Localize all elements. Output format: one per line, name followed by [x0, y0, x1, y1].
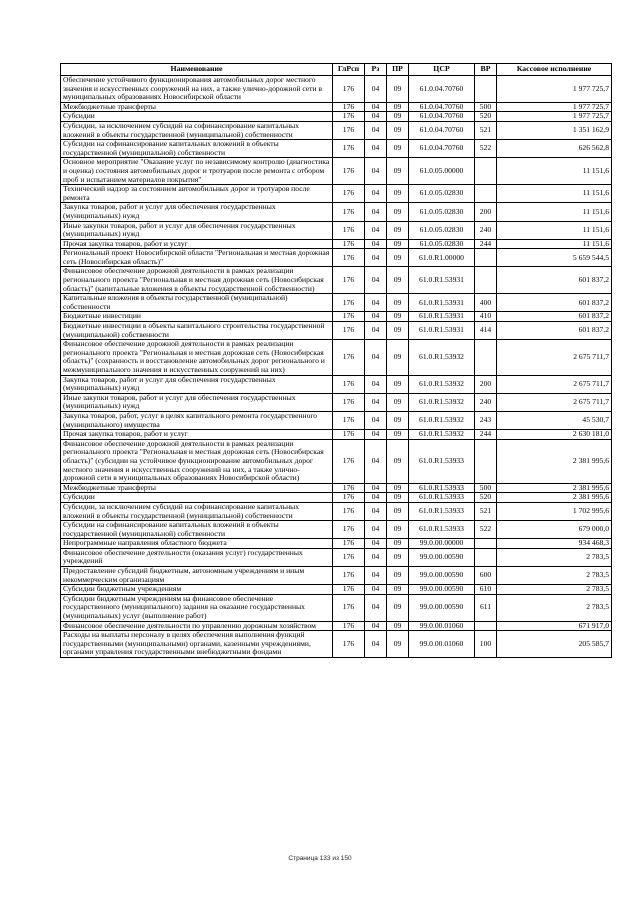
cell-csr: 61.0.R1.53931 [409, 322, 475, 340]
cell-vr [475, 340, 497, 375]
cell-pr: 09 [387, 585, 409, 595]
cell-pr: 09 [387, 239, 409, 249]
cell-rz: 04 [365, 493, 387, 503]
table-row [61, 185, 612, 203]
cell-glrsp: 176 [333, 322, 365, 340]
cell-rz: 04 [365, 322, 387, 340]
cell-vr [475, 439, 497, 483]
cell-name: Технический надзор за состоянием автомобильных дорог и тротуаров после ремонта [61, 185, 333, 203]
cell-rz: 04 [365, 249, 387, 267]
cell-amount: 2 381 995,6 [497, 483, 612, 493]
cell-name: Бюджетные инвестиции [61, 312, 333, 322]
table-row [61, 567, 612, 585]
cell-pr: 09 [387, 185, 409, 203]
cell-amount: 205 585,7 [497, 631, 612, 658]
cell-vr [475, 621, 497, 631]
cell-csr: 99.0.00.00000 [409, 539, 475, 549]
table-row [61, 594, 612, 621]
cell-glrsp: 176 [333, 221, 365, 239]
cell-vr [475, 76, 497, 103]
cell-glrsp: 176 [333, 203, 365, 221]
cell-glrsp: 176 [333, 375, 365, 393]
cell-csr: 99.0.00.00590 [409, 567, 475, 585]
cell-rz: 04 [365, 76, 387, 103]
cell-pr: 09 [387, 393, 409, 411]
table-row [61, 483, 612, 493]
cell-glrsp: 176 [333, 594, 365, 621]
header-glrsp: ГлРсп [333, 64, 365, 76]
cell-pr: 09 [387, 521, 409, 539]
table-row [61, 631, 612, 658]
cell-name: Региональный проект Новосибирской области "Региональная и местная дорожная сеть (Новосибирская область)" [61, 249, 333, 267]
header-name: Наименование [61, 64, 333, 76]
table-row [61, 203, 612, 221]
cell-csr: 61.0.R1.53932 [409, 411, 475, 429]
cell-csr: 61.0.04.70760 [409, 76, 475, 103]
cell-rz: 04 [365, 112, 387, 122]
cell-glrsp: 176 [333, 185, 365, 203]
cell-vr: 500 [475, 102, 497, 112]
cell-csr: 61.0.05.02830 [409, 185, 475, 203]
table-row [61, 411, 612, 429]
cell-vr: 521 [475, 502, 497, 520]
cell-vr [475, 185, 497, 203]
cell-rz: 04 [365, 621, 387, 631]
cell-glrsp: 176 [333, 249, 365, 267]
cell-csr: 61.0.R1.53932 [409, 375, 475, 393]
cell-amount: 11 151,6 [497, 158, 612, 185]
table-row [61, 239, 612, 249]
cell-amount: 2 783,5 [497, 567, 612, 585]
cell-name: Основное мероприятие "Оказание услуг по независимому контролю (диагностика и оценка) состояния автомобильных дорог и тротуаров после ремонта с отбором проб и испытанием материалов покрытия" [61, 158, 333, 185]
cell-csr: 61.0.04.70760 [409, 112, 475, 122]
cell-pr: 09 [387, 621, 409, 631]
cell-amount: 2 675 711,7 [497, 393, 612, 411]
table-row [61, 322, 612, 340]
cell-glrsp: 176 [333, 539, 365, 549]
cell-rz: 04 [365, 631, 387, 658]
cell-rz: 04 [365, 548, 387, 566]
cell-rz: 04 [365, 502, 387, 520]
cell-rz: 04 [365, 430, 387, 440]
cell-csr: 99.0.00.00590 [409, 585, 475, 595]
cell-name: Закупка товаров, работ и услуг для обеспечения государственных (муниципальных) нужд [61, 203, 333, 221]
cell-rz: 04 [365, 239, 387, 249]
cell-amount: 11 151,6 [497, 239, 612, 249]
table-row [61, 267, 612, 294]
table-row [61, 340, 612, 375]
cell-amount: 11 151,6 [497, 185, 612, 203]
cell-csr: 61.0.R1.53933 [409, 502, 475, 520]
cell-pr: 09 [387, 140, 409, 158]
cell-vr [475, 267, 497, 294]
cell-name: Иные закупки товаров, работ и услуг для обеспечения государственных (муниципальных) нужд [61, 221, 333, 239]
table-row [61, 585, 612, 595]
cell-pr: 09 [387, 493, 409, 503]
cell-vr: 521 [475, 121, 497, 139]
table-body [61, 76, 612, 658]
cell-vr: 244 [475, 430, 497, 440]
cell-name: Субсидии бюджетным учреждениям на финансовое обеспечение государственного (муниципального) задания на оказание государственных (муниципальных) услуг (выполнение работ) [61, 594, 333, 621]
cell-pr: 09 [387, 430, 409, 440]
cell-csr: 99.0.00.01060 [409, 621, 475, 631]
cell-glrsp: 176 [333, 439, 365, 483]
cell-vr: 244 [475, 239, 497, 249]
cell-pr: 09 [387, 439, 409, 483]
cell-rz: 04 [365, 267, 387, 294]
cell-rz: 04 [365, 102, 387, 112]
cell-amount: 601 837,2 [497, 322, 612, 340]
cell-glrsp: 176 [333, 76, 365, 103]
cell-name: Прочая закупка товаров, работ и услуг [61, 239, 333, 249]
cell-csr: 61.0.R1.53932 [409, 393, 475, 411]
cell-rz: 04 [365, 567, 387, 585]
cell-vr: 522 [475, 140, 497, 158]
cell-rz: 04 [365, 340, 387, 375]
cell-glrsp: 176 [333, 112, 365, 122]
cell-amount: 1 977 725,7 [497, 112, 612, 122]
cell-csr: 99.0.00.01060 [409, 631, 475, 658]
cell-rz: 04 [365, 140, 387, 158]
cell-amount: 2 381 995,6 [497, 493, 612, 503]
cell-glrsp: 176 [333, 430, 365, 440]
cell-name: Субсидии, за исключением субсидий на софинансирование капитальных вложений в объекты государственной (муниципальной) собственности [61, 502, 333, 520]
table-row [61, 112, 612, 122]
cell-vr: 600 [475, 567, 497, 585]
cell-vr: 240 [475, 221, 497, 239]
cell-pr: 09 [387, 631, 409, 658]
cell-csr: 99.0.00.00590 [409, 594, 475, 621]
cell-name: Субсидии, за исключением субсидий на софинансирование капитальных вложений в объекты государственной (муниципальной) собственности [61, 121, 333, 139]
cell-name: Финансовое обеспечение дорожной деятельности в рамках реализации регионального проекта "Региональная и местная дорожная сеть (Новосибирская область)" (капитальные вложения в объекты государственной собственности) [61, 267, 333, 294]
cell-csr: 99.0.00.00590 [409, 548, 475, 566]
cell-amount: 601 837,2 [497, 267, 612, 294]
cell-name: Межбюджетные трансферты [61, 102, 333, 112]
cell-pr: 09 [387, 322, 409, 340]
cell-vr [475, 548, 497, 566]
table-header-row [61, 64, 612, 76]
cell-amount: 2 675 711,7 [497, 340, 612, 375]
cell-vr [475, 158, 497, 185]
cell-amount: 1 702 995,6 [497, 502, 612, 520]
table-row [61, 294, 612, 312]
cell-csr: 61.0.04.70760 [409, 140, 475, 158]
cell-pr: 09 [387, 340, 409, 375]
cell-amount: 626 562,8 [497, 140, 612, 158]
cell-pr: 09 [387, 567, 409, 585]
header-rz: Рз [365, 64, 387, 76]
cell-csr: 61.0.05.00000 [409, 158, 475, 185]
cell-amount: 2 783,5 [497, 585, 612, 595]
cell-vr: 414 [475, 322, 497, 340]
cell-name: Закупка товаров, работ, услуг в целях капитального ремонта государственного (муниципального) имущества [61, 411, 333, 429]
cell-vr: 200 [475, 203, 497, 221]
table-row [61, 375, 612, 393]
cell-glrsp: 176 [333, 158, 365, 185]
cell-vr: 240 [475, 393, 497, 411]
table-row [61, 312, 612, 322]
cell-csr: 61.0.05.02830 [409, 203, 475, 221]
cell-rz: 04 [365, 411, 387, 429]
header-pr: ПР [387, 64, 409, 76]
cell-glrsp: 176 [333, 140, 365, 158]
cell-vr [475, 249, 497, 267]
cell-name: Прочая закупка товаров, работ и услуг [61, 430, 333, 440]
table-row [61, 493, 612, 503]
cell-pr: 09 [387, 312, 409, 322]
cell-rz: 04 [365, 185, 387, 203]
cell-glrsp: 176 [333, 502, 365, 520]
table-row [61, 439, 612, 483]
cell-amount: 1 977 725,7 [497, 102, 612, 112]
cell-csr: 61.0.R1.53933 [409, 521, 475, 539]
cell-amount: 2 381 995,6 [497, 439, 612, 483]
cell-vr: 410 [475, 312, 497, 322]
page-number: Страница 133 из 150 [288, 855, 352, 862]
cell-pr: 09 [387, 375, 409, 393]
cell-name: Расходы на выплаты персоналу в целях обеспечения выполнения функций государственными (муниципальными) органами, казенными учреждениями, органами управления государственными внебюджетными фондами [61, 631, 333, 658]
cell-pr: 09 [387, 294, 409, 312]
table-row [61, 249, 612, 267]
cell-pr: 09 [387, 76, 409, 103]
cell-vr: 400 [475, 294, 497, 312]
cell-rz: 04 [365, 585, 387, 595]
cell-name: Финансовое обеспечение дорожной деятельности в рамках реализации регионального проекта "Региональная и местная дорожная сеть (Новосибирская область)" (субсидии на устойчивое функционирование автомобильных дорог местного значения и искусственных сооружений на них, а также улично-дорожной сети в муниципальных образованиях Новосибирской области) [61, 439, 333, 483]
cell-amount: 2 783,5 [497, 594, 612, 621]
cell-amount: 601 837,2 [497, 312, 612, 322]
cell-csr: 61.0.04.70760 [409, 121, 475, 139]
table-row [61, 221, 612, 239]
cell-vr: 520 [475, 112, 497, 122]
cell-rz: 04 [365, 393, 387, 411]
cell-csr: 61.0.R1.53932 [409, 430, 475, 440]
cell-rz: 04 [365, 483, 387, 493]
cell-name: Финансовое обеспечение деятельности по управлению дорожным хозяйством [61, 621, 333, 631]
cell-glrsp: 176 [333, 312, 365, 322]
header-vr: ВР [475, 64, 497, 76]
cell-csr: 61.0.05.02830 [409, 239, 475, 249]
cell-name: Закупка товаров, работ и услуг для обеспечения государственных (муниципальных) нужд [61, 375, 333, 393]
table-row [61, 76, 612, 103]
cell-glrsp: 176 [333, 548, 365, 566]
cell-pr: 09 [387, 121, 409, 139]
table-row [61, 521, 612, 539]
cell-glrsp: 176 [333, 411, 365, 429]
cell-glrsp: 176 [333, 340, 365, 375]
cell-vr: 520 [475, 493, 497, 503]
header-csr: ЦСР [409, 64, 475, 76]
cell-name: Финансовое обеспечение деятельности (оказания услуг) государственных учреждений [61, 548, 333, 566]
cell-glrsp: 176 [333, 493, 365, 503]
cell-rz: 04 [365, 439, 387, 483]
cell-pr: 09 [387, 267, 409, 294]
cell-glrsp: 176 [333, 483, 365, 493]
cell-vr: 611 [475, 594, 497, 621]
table-row [61, 430, 612, 440]
cell-pr: 09 [387, 594, 409, 621]
cell-rz: 04 [365, 312, 387, 322]
cell-csr: 61.0.R1.53931 [409, 294, 475, 312]
cell-name: Финансовое обеспечение дорожной деятельности в рамках реализации регионального проекта "Региональная и местная дорожная сеть (Новосибирская область)" (сохранность и восстановление автомобильных дорог регионального и межмуниципального значения и искусственных сооружений на них) [61, 340, 333, 375]
cell-glrsp: 176 [333, 294, 365, 312]
cell-csr: 61.0.05.02830 [409, 221, 475, 239]
cell-glrsp: 176 [333, 621, 365, 631]
cell-amount: 601 837,2 [497, 294, 612, 312]
cell-glrsp: 176 [333, 121, 365, 139]
cell-rz: 04 [365, 221, 387, 239]
cell-glrsp: 176 [333, 585, 365, 595]
cell-amount: 11 151,6 [497, 221, 612, 239]
cell-vr: 522 [475, 521, 497, 539]
cell-amount: 2 630 181,0 [497, 430, 612, 440]
cell-pr: 09 [387, 203, 409, 221]
header-amount: Кассовое исполнение [497, 64, 612, 76]
cell-rz: 04 [365, 521, 387, 539]
cell-glrsp: 176 [333, 393, 365, 411]
table-row [61, 158, 612, 185]
cell-name: Бюджетные инвестиции в объекты капитального строительства государственной (муниципальной) собственности [61, 322, 333, 340]
table-row [61, 102, 612, 112]
cell-name: Межбюджетные трансферты [61, 483, 333, 493]
cell-amount: 11 151,6 [497, 203, 612, 221]
cell-glrsp: 176 [333, 239, 365, 249]
cell-amount: 671 917,0 [497, 621, 612, 631]
cell-rz: 04 [365, 539, 387, 549]
cell-pr: 09 [387, 483, 409, 493]
cell-name: Субсидии на софинансирование капитальных вложений в объекты государственной (муниципальной) собственности [61, 521, 333, 539]
cell-pr: 09 [387, 539, 409, 549]
cell-csr: 61.0.R1.53933 [409, 483, 475, 493]
cell-csr: 61.0.R1.53932 [409, 340, 475, 375]
cell-vr: 500 [475, 483, 497, 493]
cell-pr: 09 [387, 411, 409, 429]
cell-rz: 04 [365, 594, 387, 621]
cell-amount: 2 783,5 [497, 548, 612, 566]
cell-rz: 04 [365, 375, 387, 393]
cell-pr: 09 [387, 249, 409, 267]
cell-amount: 5 659 544,5 [497, 249, 612, 267]
cell-pr: 09 [387, 548, 409, 566]
cell-glrsp: 176 [333, 567, 365, 585]
cell-rz: 04 [365, 294, 387, 312]
cell-glrsp: 176 [333, 631, 365, 658]
cell-csr: 61.0.R1.53933 [409, 439, 475, 483]
cell-pr: 09 [387, 502, 409, 520]
table-row [61, 548, 612, 566]
cell-vr: 100 [475, 631, 497, 658]
cell-name: Субсидии бюджетным учреждениям [61, 585, 333, 595]
table-row [61, 140, 612, 158]
cell-glrsp: 176 [333, 267, 365, 294]
cell-csr: 61.0.R1.53931 [409, 312, 475, 322]
cell-name: Субсидии [61, 493, 333, 503]
table-row [61, 621, 612, 631]
table-row [61, 393, 612, 411]
cell-csr: 61.0.R1.00000 [409, 249, 475, 267]
cell-amount: 679 000,0 [497, 521, 612, 539]
cell-glrsp: 176 [333, 102, 365, 112]
cell-pr: 09 [387, 221, 409, 239]
cell-name: Предоставление субсидий бюджетным, автономным учреждениям и иным некоммерческим организациям [61, 567, 333, 585]
cell-amount: 2 675 711,7 [497, 375, 612, 393]
table-row [61, 121, 612, 139]
table-row [61, 502, 612, 520]
cell-name: Обеспечение устойчивого функционирования автомобильных дорог местного значения и искусственных сооружений на них, а также улично-дорожной сети в муниципальных образованиях Новосибирской области [61, 76, 333, 103]
cell-amount: 1 977 725,7 [497, 76, 612, 103]
cell-name: Капитальные вложения в объекты государственной (муниципальной) собственности [61, 294, 333, 312]
cell-vr [475, 539, 497, 549]
cell-amount: 934 468,3 [497, 539, 612, 549]
table-row [61, 539, 612, 549]
cell-vr: 243 [475, 411, 497, 429]
cell-rz: 04 [365, 203, 387, 221]
budget-table [60, 63, 612, 658]
cell-rz: 04 [365, 158, 387, 185]
cell-vr: 200 [475, 375, 497, 393]
cell-csr: 61.0.R1.53933 [409, 493, 475, 503]
cell-amount: 1 351 162,9 [497, 121, 612, 139]
cell-name: Иные закупки товаров, работ и услуг для обеспечения государственных (муниципальных) нужд [61, 393, 333, 411]
cell-pr: 09 [387, 102, 409, 112]
cell-name: Субсидии на софинансирование капитальных вложений в объекты государственной (муниципальной) собственности [61, 140, 333, 158]
cell-amount: 45 530,7 [497, 411, 612, 429]
cell-name: Непрограммные направления областного бюджета [61, 539, 333, 549]
cell-glrsp: 176 [333, 521, 365, 539]
cell-rz: 04 [365, 121, 387, 139]
cell-pr: 09 [387, 112, 409, 122]
cell-name: Субсидии [61, 112, 333, 122]
cell-csr: 61.0.04.70760 [409, 102, 475, 112]
cell-csr: 61.0.R1.53931 [409, 267, 475, 294]
cell-vr: 610 [475, 585, 497, 595]
cell-pr: 09 [387, 158, 409, 185]
